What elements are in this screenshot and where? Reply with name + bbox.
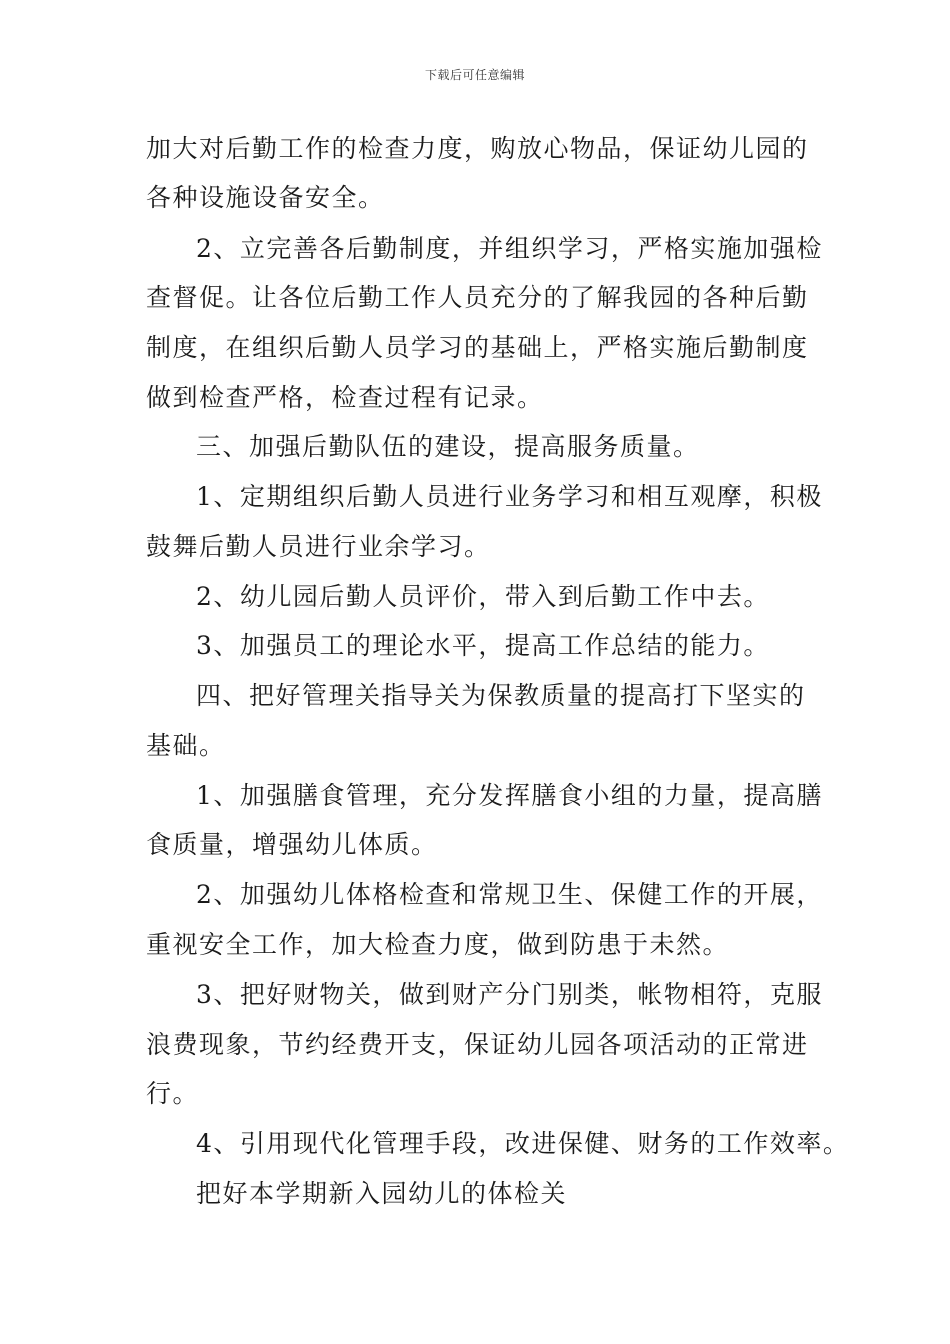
text-line: 2、立完善各后勤制度，并组织学习，严格实施加强检 — [196, 234, 823, 263]
text-line: 浪费现象，节约经费开支，保证幼儿园各项活动的正常进 — [146, 1030, 809, 1059]
text-line: 2、加强幼儿体格检查和常规卫生、保健工作的开展， — [196, 880, 823, 909]
text-line: 2、幼儿园后勤人员评价，带入到后勤工作中去。 — [196, 582, 770, 611]
text-line: 四、把好管理关指导关为保教质量的提高打下坚实的 — [196, 681, 806, 710]
text-line: 鼓舞后勤人员进行业余学习。 — [146, 532, 491, 561]
text-line: 各种设施设备安全。 — [146, 183, 385, 212]
text-line: 3、加强员工的理论水平，提高工作总结的能力。 — [196, 631, 770, 660]
text-line: 1、定期组织后勤人员进行业务学习和相互观摩，积极 — [196, 482, 823, 511]
text-line: 食质量，增强幼儿体质。 — [146, 830, 438, 859]
text-line: 1、加强膳食管理，充分发挥膳食小组的力量，提高膳 — [196, 781, 823, 810]
text-line: 把好本学期新入园幼儿的体检关 — [196, 1179, 568, 1208]
header-note: 下载后可任意编辑 — [424, 68, 525, 82]
text-line: 基础。 — [146, 731, 226, 760]
text-line: 重视安全工作，加大检查力度，做到防患于未然。 — [146, 930, 730, 959]
text-line: 查督促。让各位后勤工作人员充分的了解我园的各种后勤 — [146, 283, 809, 312]
text-line: 行。 — [146, 1079, 200, 1108]
text-line: 3、把好财物关，做到财产分门别类，帐物相符，克服 — [196, 980, 823, 1009]
text-line: 4、引用现代化管理手段，改进保健、财务的工作效率。 — [196, 1129, 850, 1158]
text-line: 加大对后勤工作的检查力度，购放心物品，保证幼儿园的 — [146, 134, 809, 163]
text-line: 做到检查严格，检查过程有记录。 — [146, 383, 544, 412]
text-line: 三、加强后勤队伍的建设，提高服务质量。 — [196, 432, 700, 461]
text-line: 制度，在组织后勤人员学习的基础上，严格实施后勤制度 — [146, 333, 809, 362]
